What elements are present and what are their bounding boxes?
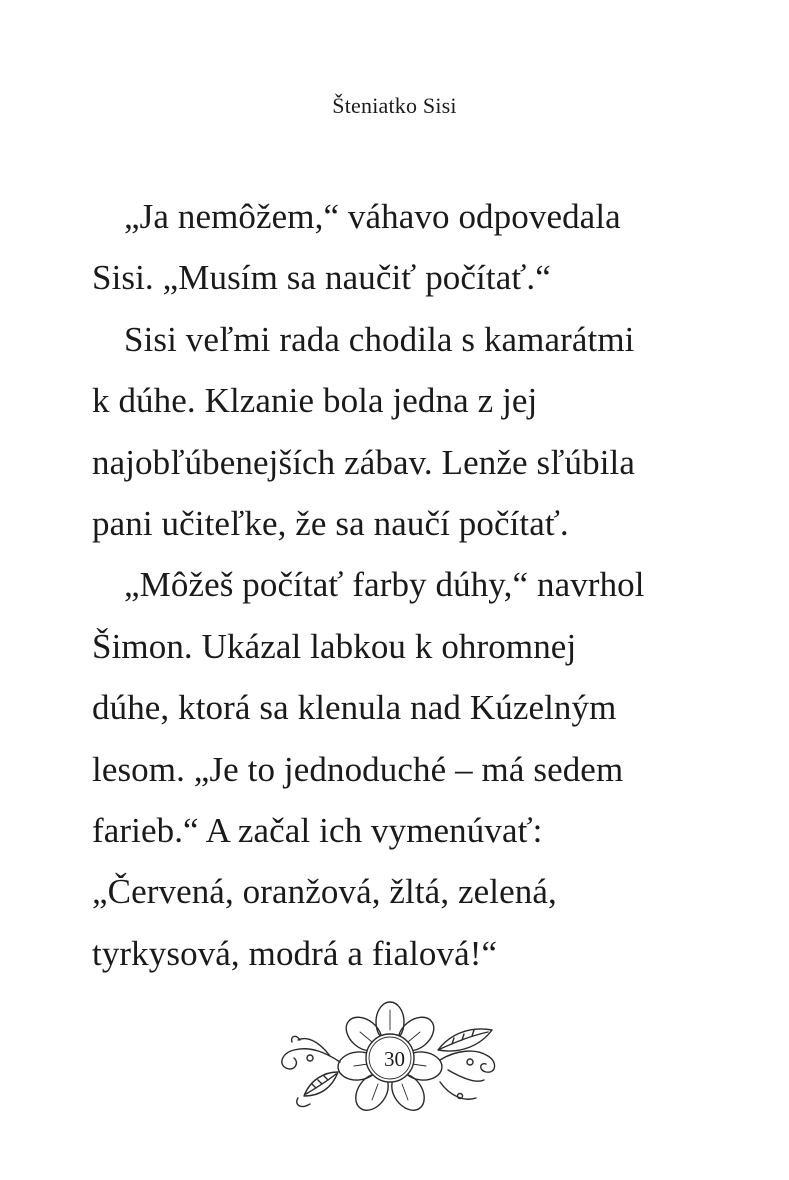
- text-line: Šimon. Ukázal labkou k ohromnej: [92, 626, 577, 666]
- text-line: „Môžeš počítať farby dúhy,“ navrhol: [124, 565, 645, 605]
- text-line: Sisi veľmi rada chodila s kamarátmi: [124, 319, 635, 359]
- body-text: [92, 186, 732, 984]
- text-line: „Ja nemôžem,“ váhavo odpovedala: [124, 197, 621, 236]
- text-line: k dúhe. Klzanie bola jedna z jej: [92, 381, 538, 421]
- text-line: farieb.“ A začal ich vymenúvať:: [92, 810, 543, 850]
- text-line: tyrkysová, modrá a fialová!“: [92, 933, 498, 973]
- page-number: 30: [384, 1047, 405, 1071]
- running-header: Šteniatko Sisi: [332, 93, 457, 118]
- text-line: pani učiteľke, že sa naučí počítať.: [92, 503, 569, 543]
- text-line: „Červená, oranžová, žltá, zelená,: [92, 872, 557, 912]
- text-line: najobľúbenejších zábav. Lenže sľúbila: [92, 442, 635, 482]
- text-line: lesom. „Je to jednoduché – má sedem: [92, 749, 624, 789]
- text-line: dúhe, ktorá sa klenula nad Kúzelným: [92, 688, 617, 728]
- text-line: Sisi. „Musím sa naučiť počítať.“: [92, 258, 551, 298]
